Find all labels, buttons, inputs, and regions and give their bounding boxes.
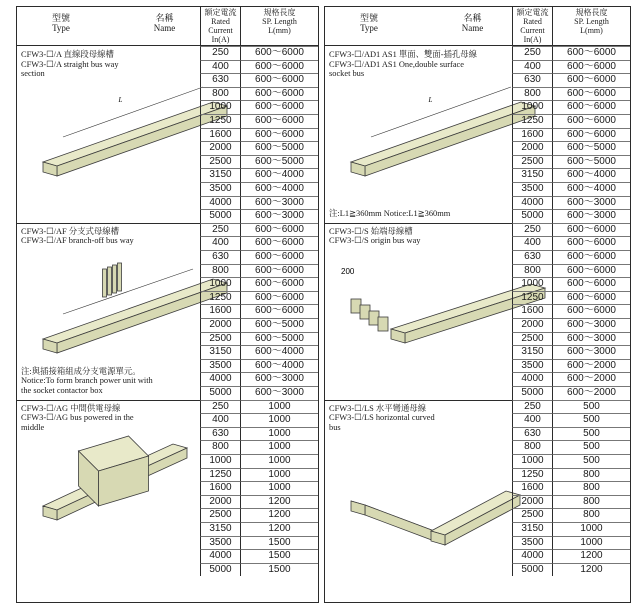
length-cell: 600～6000 xyxy=(553,264,630,278)
rated-current-cell: 630 xyxy=(200,427,241,441)
length-cell: 600～2000 xyxy=(553,359,630,373)
length-cell: 600～5000 xyxy=(241,141,318,155)
length-cell: 600～6000 xyxy=(553,236,630,250)
length-cell: 600～4000 xyxy=(241,182,318,196)
section-description: CFW3-☐/AG 中間供電母線 CFW3-☐/AG bus powered in the middle xyxy=(21,403,134,432)
length-cell: 600～6000 xyxy=(241,128,318,142)
length-cell: 600～6000 xyxy=(241,291,318,305)
rated-current-cell: 250 xyxy=(512,223,553,237)
rated-current-cell: 250 xyxy=(512,46,553,60)
rated-current-cell: 1600 xyxy=(512,304,553,318)
header-current: 額定電流 Rated Current In(A) xyxy=(200,7,241,45)
branch-off-busway-illustration xyxy=(23,259,194,369)
length-cell: 600～6000 xyxy=(241,264,318,278)
length-cell: 1000 xyxy=(241,413,318,427)
length-cell: 600～3000 xyxy=(553,318,630,332)
length-cell: 600～6000 xyxy=(553,304,630,318)
rated-current-cell: 3500 xyxy=(200,536,241,550)
rated-current-cell: 4000 xyxy=(512,372,553,386)
length-cell: 1000 xyxy=(553,536,630,550)
origin-busway-illustration xyxy=(331,259,506,369)
rated-current-cell: 3500 xyxy=(200,359,241,373)
rated-current-cell: 2000 xyxy=(200,495,241,509)
rated-current-cell: 2000 xyxy=(512,141,553,155)
rated-current-cell: 800 xyxy=(512,264,553,278)
rated-current-cell: 400 xyxy=(200,60,241,74)
rated-current-cell: 1600 xyxy=(200,128,241,142)
section-divider xyxy=(17,400,200,401)
rated-current-cell: 800 xyxy=(200,440,241,454)
rated-current-cell: 250 xyxy=(200,400,241,414)
rated-current-cell: 2500 xyxy=(200,508,241,522)
length-cell: 1500 xyxy=(241,549,318,563)
rated-current-cell: 3500 xyxy=(200,182,241,196)
length-cell: 600～3000 xyxy=(553,196,630,210)
length-cell: 600～5000 xyxy=(553,141,630,155)
rated-current-cell: 3500 xyxy=(512,359,553,373)
straight-busway-illustration xyxy=(23,82,194,192)
rated-current-cell: 800 xyxy=(200,264,241,278)
table-header xyxy=(325,7,630,46)
length-cell: 500 xyxy=(553,427,630,441)
rated-current-cell: 1250 xyxy=(512,114,553,128)
length-cell: 600～6000 xyxy=(553,73,630,87)
length-cell: 500 xyxy=(553,400,630,414)
section-description: CFW3-☐/S 始端母線槽 CFW3-☐/S origin bus way xyxy=(329,226,421,246)
header-name: 名稱 Name xyxy=(461,13,484,33)
length-cell: 600～6000 xyxy=(241,114,318,128)
length-cell: 800 xyxy=(553,468,630,482)
rated-current-cell: 1600 xyxy=(512,481,553,495)
rated-current-cell: 1250 xyxy=(200,468,241,482)
rated-current-cell: 4000 xyxy=(200,372,241,386)
length-cell: 500 xyxy=(553,413,630,427)
rated-current-cell: 1000 xyxy=(200,277,241,291)
rated-current-cell: 1250 xyxy=(512,291,553,305)
section-description: CFW3-☐/A 直線段母線槽 CFW3-☐/A straight bus way section xyxy=(21,50,119,79)
left-table xyxy=(16,6,319,603)
length-cell: 800 xyxy=(553,495,630,509)
rated-current-cell: 2500 xyxy=(200,332,241,346)
rated-current-cell: 2000 xyxy=(200,141,241,155)
length-cell: 1000 xyxy=(241,427,318,441)
rated-current-cell: 400 xyxy=(512,60,553,74)
dimension-label: 200 xyxy=(341,266,355,276)
length-cell: 600～5000 xyxy=(241,332,318,346)
section-divider xyxy=(325,223,512,224)
length-cell: 600～4000 xyxy=(553,168,630,182)
length-cell: 600～6000 xyxy=(553,87,630,101)
socket-busway-illustration xyxy=(331,82,506,192)
rated-current-cell: 1600 xyxy=(512,128,553,142)
rated-current-cell: 2500 xyxy=(512,332,553,346)
rated-current-cell: 4000 xyxy=(512,196,553,210)
rated-current-cell: 2500 xyxy=(512,508,553,522)
length-cell: 600～4000 xyxy=(241,359,318,373)
rated-current-cell: 3150 xyxy=(512,168,553,182)
rated-current-cell: 2000 xyxy=(512,318,553,332)
length-cell: 1200 xyxy=(553,549,630,563)
length-cell: 600～6000 xyxy=(553,291,630,305)
length-cell: 1500 xyxy=(241,536,318,550)
length-cell: 600～5000 xyxy=(241,318,318,332)
rated-current-cell: 250 xyxy=(200,223,241,237)
length-cell: 800 xyxy=(553,481,630,495)
rated-current-cell: 2500 xyxy=(512,155,553,169)
section-description: CFW3-☐/AD1 AS1 單面、雙面-插孔母線 CFW3-☐/AD1 AS1 One,double surface socket bus xyxy=(329,50,478,79)
section-description: CFW3-☐/LS 水平彎通母線 CFW3-☐/LS horizontal curved bus xyxy=(329,403,435,432)
length-cell: 600～3000 xyxy=(241,209,318,223)
rated-current-cell: 630 xyxy=(512,73,553,87)
length-cell: 600～3000 xyxy=(241,372,318,386)
length-cell: 600～4000 xyxy=(241,168,318,182)
header-length: 規格長度 SP. Length L(mm) xyxy=(262,8,297,35)
length-cell: 600～3000 xyxy=(241,196,318,210)
length-cell: 600～6000 xyxy=(241,46,318,60)
rated-current-cell: 250 xyxy=(512,400,553,414)
rated-current-cell: 800 xyxy=(200,87,241,101)
rated-current-cell: 2000 xyxy=(200,318,241,332)
rated-current-cell: 2500 xyxy=(200,155,241,169)
length-cell: 600～3000 xyxy=(553,332,630,346)
header-current: 額定電流 Rated Current In(A) xyxy=(512,7,553,45)
rated-current-cell: 1000 xyxy=(512,100,553,114)
length-cell: 500 xyxy=(553,454,630,468)
section-divider xyxy=(325,400,512,401)
length-cell: 600～6000 xyxy=(241,87,318,101)
length-cell: 1200 xyxy=(241,522,318,536)
rated-current-cell: 1000 xyxy=(512,277,553,291)
rated-current-cell: 3150 xyxy=(200,345,241,359)
rated-current-cell: 3150 xyxy=(200,168,241,182)
length-cell: 1000 xyxy=(241,481,318,495)
length-cell: 1000 xyxy=(241,454,318,468)
length-cell: 600～6000 xyxy=(241,223,318,237)
rated-current-cell: 2000 xyxy=(512,495,553,509)
length-cell: 600～6000 xyxy=(553,223,630,237)
length-cell: 1200 xyxy=(241,495,318,509)
rated-current-cell: 5000 xyxy=(512,386,553,400)
length-cell: 1200 xyxy=(553,563,630,577)
header-length: 規格長度 SP. Length L(mm) xyxy=(574,8,609,35)
rated-current-cell: 1600 xyxy=(200,304,241,318)
rated-current-cell: 5000 xyxy=(512,563,553,577)
length-cell: 600～6000 xyxy=(553,277,630,291)
length-cell: 600～6000 xyxy=(241,73,318,87)
length-cell: 600～6000 xyxy=(553,100,630,114)
length-cell: 600～6000 xyxy=(553,114,630,128)
length-cell: 600～6000 xyxy=(241,277,318,291)
length-cell: 600～6000 xyxy=(553,46,630,60)
length-cell: 600～5000 xyxy=(553,155,630,169)
rated-current-cell: 1250 xyxy=(200,114,241,128)
length-cell: 600～6000 xyxy=(553,60,630,74)
rated-current-cell: 1250 xyxy=(200,291,241,305)
section-note: 注:與插接箱組成分支電源單元。 Notice:To form branch power unit with the socket contactor box xyxy=(21,366,153,395)
length-cell: 600～2000 xyxy=(553,372,630,386)
length-cell: 600～6000 xyxy=(241,250,318,264)
length-cell: 500 xyxy=(553,440,630,454)
length-cell: 1500 xyxy=(241,563,318,577)
table-header xyxy=(17,7,318,46)
length-cell: 600～6000 xyxy=(553,128,630,142)
rated-current-cell: 630 xyxy=(200,73,241,87)
header-type: 型號 Type xyxy=(359,13,378,33)
rated-current-cell: 400 xyxy=(200,413,241,427)
rated-current-cell: 800 xyxy=(512,87,553,101)
header-type: 型號 Type xyxy=(51,13,70,33)
rated-current-cell: 4000 xyxy=(512,549,553,563)
length-cell: 600～6000 xyxy=(241,236,318,250)
length-cell: 600～3000 xyxy=(553,345,630,359)
rated-current-cell: 630 xyxy=(200,250,241,264)
rated-current-cell: 1600 xyxy=(200,481,241,495)
length-cell: 800 xyxy=(553,508,630,522)
rated-current-cell: 630 xyxy=(512,427,553,441)
rated-current-cell: 1000 xyxy=(200,100,241,114)
length-cell: 1000 xyxy=(553,522,630,536)
rated-current-cell: 5000 xyxy=(200,209,241,223)
rated-current-cell: 400 xyxy=(512,236,553,250)
length-cell: 600～6000 xyxy=(553,250,630,264)
rated-current-cell: 4000 xyxy=(200,549,241,563)
rated-current-cell: 1000 xyxy=(200,454,241,468)
length-cell: 600～4000 xyxy=(553,182,630,196)
rated-current-cell: 400 xyxy=(200,236,241,250)
length-marker: L xyxy=(118,96,123,104)
middle-feed-busway-illustration xyxy=(23,436,194,546)
length-cell: 1000 xyxy=(241,468,318,482)
rated-current-cell: 1250 xyxy=(512,468,553,482)
length-cell: 600～3000 xyxy=(241,386,318,400)
horizontal-elbow-illustration xyxy=(331,436,506,546)
length-cell: 600～6000 xyxy=(241,60,318,74)
rated-current-cell: 5000 xyxy=(200,563,241,577)
length-cell: 1200 xyxy=(241,508,318,522)
length-cell: 600～2000 xyxy=(553,386,630,400)
length-cell: 600～6000 xyxy=(241,100,318,114)
rated-current-cell: 3150 xyxy=(200,522,241,536)
rated-current-cell: 400 xyxy=(512,413,553,427)
length-cell: 1000 xyxy=(241,440,318,454)
length-cell: 600～4000 xyxy=(241,345,318,359)
header-name: 名稱 Name xyxy=(153,13,176,33)
rated-current-cell: 630 xyxy=(512,250,553,264)
rated-current-cell: 4000 xyxy=(200,196,241,210)
rated-current-cell: 3150 xyxy=(512,522,553,536)
right-table xyxy=(324,6,631,603)
rated-current-cell: 3500 xyxy=(512,536,553,550)
section-divider xyxy=(17,223,200,224)
rated-current-cell: 800 xyxy=(512,440,553,454)
rated-current-cell: 3150 xyxy=(512,345,553,359)
length-marker: L xyxy=(428,96,433,104)
length-cell: 600～6000 xyxy=(241,304,318,318)
rated-current-cell: 5000 xyxy=(200,386,241,400)
rated-current-cell: 3500 xyxy=(512,182,553,196)
length-cell: 600～3000 xyxy=(553,209,630,223)
length-cell: 1000 xyxy=(241,400,318,414)
length-cell: 600～5000 xyxy=(241,155,318,169)
rated-current-cell: 250 xyxy=(200,46,241,60)
section-note: 注:L1≧360mm Notice:L1≧360mm xyxy=(329,209,451,219)
rated-current-cell: 5000 xyxy=(512,209,553,223)
rated-current-cell: 1000 xyxy=(512,454,553,468)
section-description: CFW3-☐/AF 分支式母線槽 CFW3-☐/AF branch-off bus way xyxy=(21,226,134,246)
